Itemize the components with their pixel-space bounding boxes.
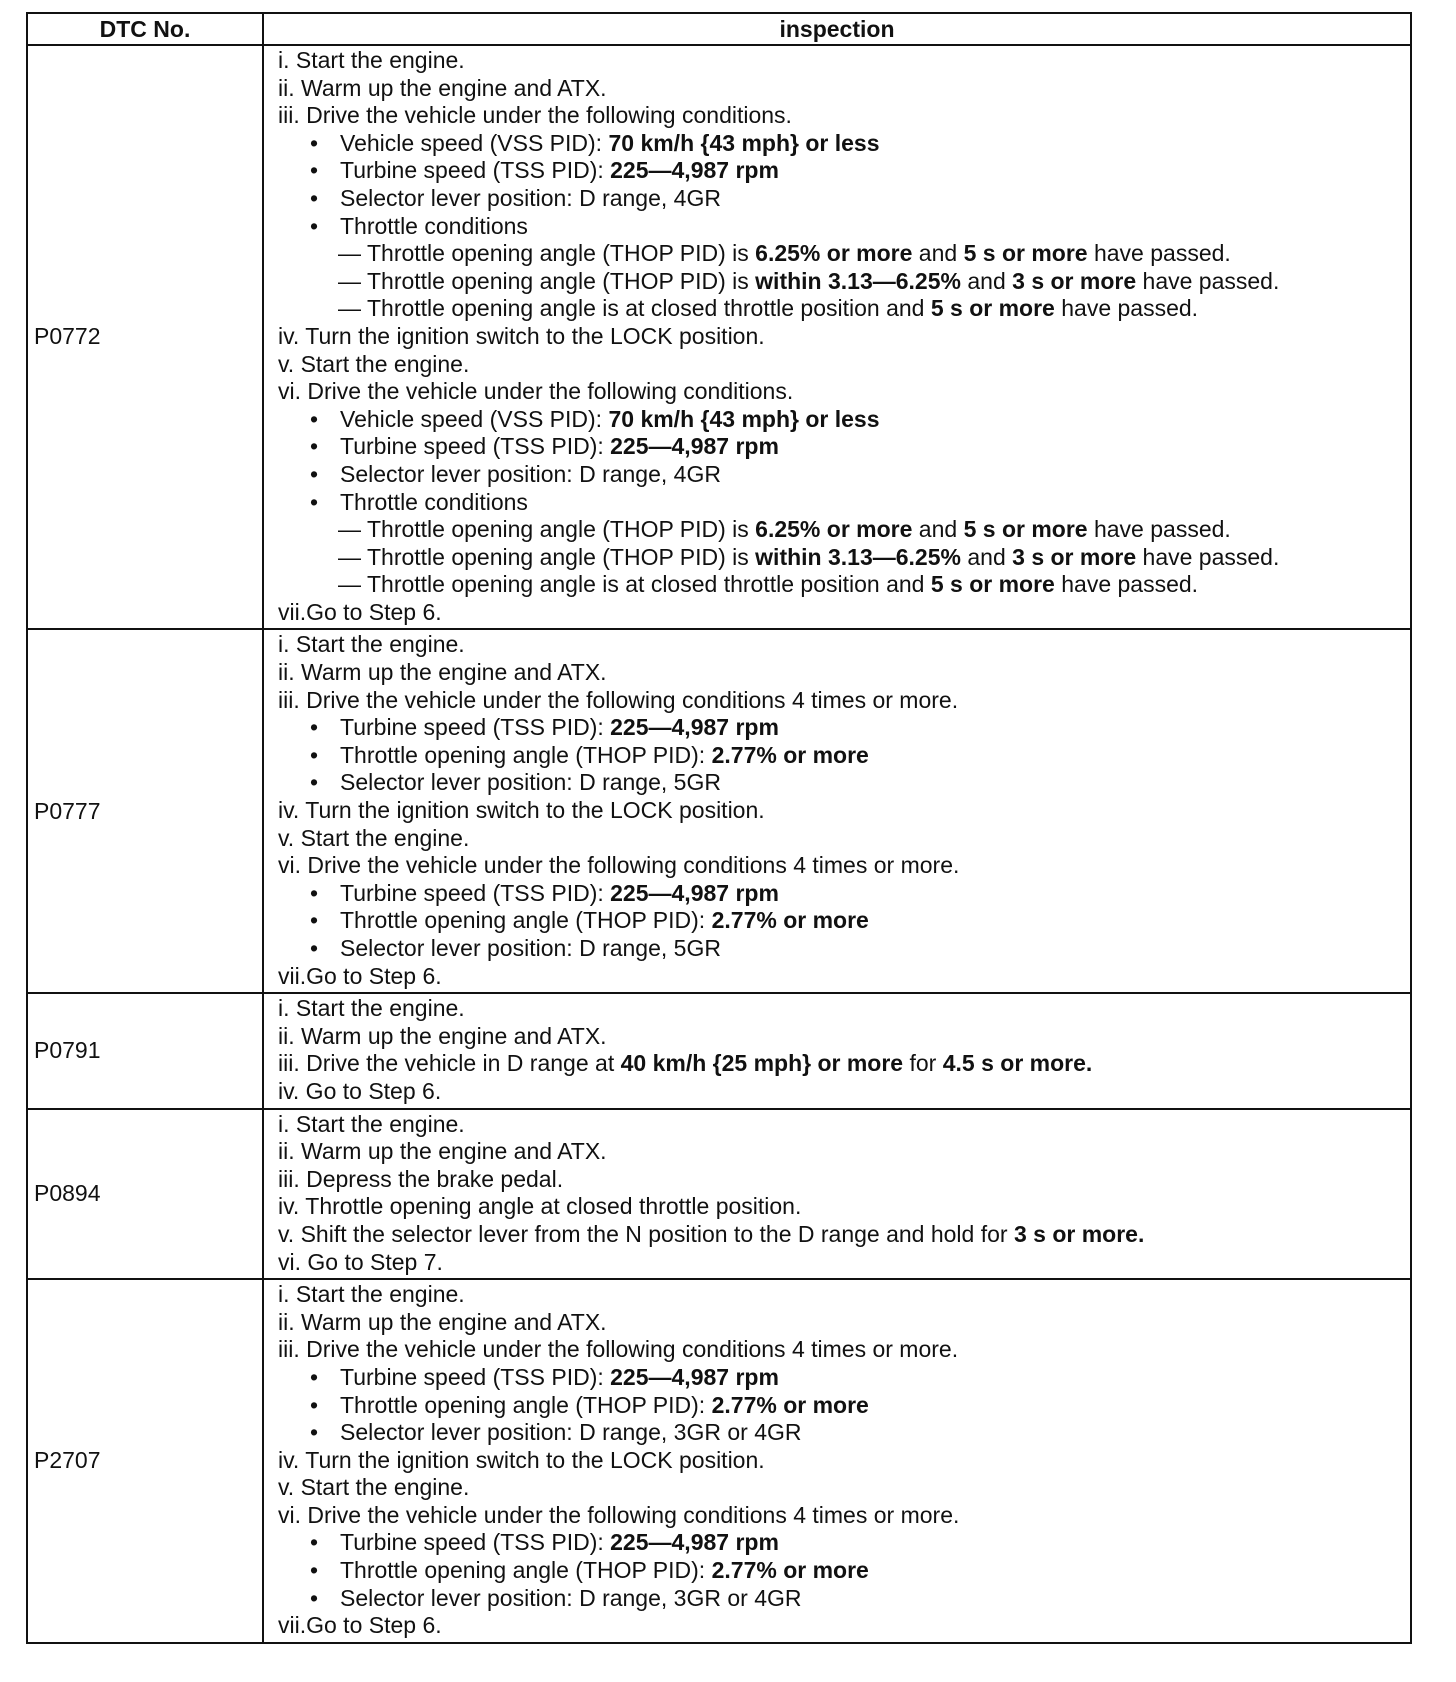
bold-value-text: 5 s or more [963, 516, 1088, 543]
dtc-inspection-table [26, 12, 1412, 1644]
bold-value-text: 225—4,987 rpm [610, 157, 779, 184]
step-text: i. Start the engine. [278, 995, 465, 1022]
bullet-icon: • [310, 129, 319, 156]
inspection-step [278, 351, 1410, 379]
bullet-icon: • [310, 1529, 319, 1556]
step-text: iii. Drive the vehicle under the following conditions 4 times or more. [278, 686, 959, 713]
condition-bullet-item [278, 1585, 1410, 1613]
condition-bullet-item [278, 461, 1410, 489]
bold-value-text: 6.25% or more [755, 240, 913, 267]
step-text: v. Start the engine. [278, 1474, 470, 1501]
step-text: i. Start the engine. [278, 631, 465, 658]
table-row [27, 629, 1411, 993]
step-text: have passed. [1136, 267, 1280, 294]
step-text: Throttle opening angle (THOP PID): [340, 907, 712, 934]
step-text: have passed. [1054, 295, 1199, 322]
bullet-icon: • [310, 405, 319, 432]
condition-bullet-item [278, 1419, 1410, 1447]
inspection-step [278, 1249, 1410, 1277]
condition-bullet-item [278, 1392, 1410, 1420]
bullet-icon: • [310, 184, 319, 211]
dtc-code-cell: P0791 [27, 993, 263, 1108]
inspection-step [278, 1050, 1410, 1078]
step-text: and [960, 543, 1013, 570]
step-text: Throttle opening angle (THOP PID): [340, 1557, 712, 1584]
step-text: Vehicle speed (VSS PID): [340, 129, 609, 156]
bullet-icon: • [310, 157, 319, 184]
step-text: ii. Warm up the engine and ATX. [278, 1308, 607, 1335]
bold-value-text: 225—4,987 rpm [610, 1529, 779, 1556]
inspection-step [278, 687, 1410, 715]
inspection-step [278, 102, 1410, 130]
inspection-steps-cell [263, 1279, 1411, 1643]
step-text: Selector lever position: D range, 5GR [340, 935, 721, 961]
bold-value-text: 3 s or more [1012, 267, 1137, 294]
condition-bullet-item [278, 433, 1410, 461]
bold-value-text: 3 s or more [1012, 543, 1137, 570]
inspection-step [278, 1193, 1410, 1221]
bold-value-text: 2.77% or more [711, 1557, 869, 1584]
step-text: Selector lever position: D range, 4GR [340, 460, 721, 487]
step-text: iv. Turn the ignition switch to the LOCK position. [278, 797, 765, 824]
inspection-step [278, 378, 1410, 406]
throttle-condition-item [278, 571, 1410, 599]
inspection-step [278, 1023, 1410, 1051]
bullet-icon: • [310, 879, 319, 906]
bullet-icon: • [310, 714, 319, 741]
step-text: vi. Drive the vehicle under the following conditions. [278, 378, 794, 405]
condition-bullet-item [278, 185, 1410, 213]
bullet-icon: • [310, 769, 319, 796]
inspection-step [278, 1474, 1410, 1502]
bold-value-text: within 3.13—6.25% [755, 543, 961, 570]
bold-value-text: 2.77% or more [711, 907, 869, 934]
inspection-step [278, 1221, 1410, 1249]
inspection-step [278, 1309, 1410, 1337]
step-text: Turbine speed (TSS PID): [340, 714, 611, 741]
step-text: have passed. [1087, 240, 1231, 267]
step-text: Throttle conditions [340, 212, 528, 239]
dtc-code-cell: P0772 [27, 45, 263, 629]
bullet-icon: • [310, 212, 319, 239]
bullet-icon: • [310, 1557, 319, 1584]
header-row [27, 13, 1411, 45]
inspection-step [278, 963, 1410, 991]
step-text: have passed. [1054, 571, 1199, 598]
bold-value-text: 225—4,987 rpm [610, 714, 779, 741]
condition-bullet-item [278, 213, 1410, 241]
condition-bullet-item [278, 769, 1410, 797]
inspection-step [278, 1138, 1410, 1166]
inspection-step [278, 1612, 1410, 1640]
inspection-step [278, 797, 1410, 825]
step-text: iv. Turn the ignition switch to the LOCK position. [278, 322, 765, 349]
step-text: Throttle opening angle (THOP PID): [340, 1391, 712, 1418]
throttle-condition-item [278, 544, 1410, 572]
inspection-step [278, 825, 1410, 853]
table-row [27, 45, 1411, 629]
condition-bullet-item [278, 880, 1410, 908]
inspection-steps-cell [263, 1109, 1411, 1280]
bullet-icon: • [310, 741, 319, 768]
step-text: — Throttle opening angle is at closed throttle position and [338, 571, 931, 598]
inspection-step [278, 631, 1410, 659]
inspection-step [278, 1111, 1410, 1139]
step-text: — Throttle opening angle (THOP PID) is [338, 516, 756, 543]
step-text: Turbine speed (TSS PID): [340, 433, 611, 460]
condition-bullet-item [278, 1364, 1410, 1392]
bold-value-text: 5 s or more [930, 571, 1055, 598]
condition-bullet-item [278, 907, 1410, 935]
bold-value-text: 5 s or more [930, 295, 1055, 322]
step-text: Selector lever position: D range, 3GR or 4GR [340, 1419, 802, 1446]
step-text: Throttle opening angle (THOP PID): [340, 741, 712, 768]
step-text: — Throttle opening angle (THOP PID) is [338, 240, 756, 267]
step-text: iii. Drive the vehicle in D range at [278, 1050, 621, 1077]
step-text: vi. Drive the vehicle under the following conditions 4 times or more. [278, 852, 960, 879]
step-text: for [903, 1050, 943, 1077]
step-text: and [960, 267, 1013, 294]
inspection-step [278, 323, 1410, 351]
dtc-code-cell: P2707 [27, 1279, 263, 1643]
step-text: Selector lever position: D range, 4GR [340, 184, 721, 211]
step-text: Selector lever position: D range, 3GR or 4GR [340, 1584, 802, 1611]
inspection-steps-cell [263, 993, 1411, 1108]
inspection-step [278, 599, 1410, 627]
step-text: iv. Turn the ignition switch to the LOCK position. [278, 1446, 765, 1473]
step-text: — Throttle opening angle is at closed throttle position and [338, 295, 931, 322]
step-text: iii. Depress the brake pedal. [278, 1165, 564, 1192]
bold-value-text: 225—4,987 rpm [610, 1363, 779, 1390]
inspection-steps-cell [263, 629, 1411, 993]
step-text: v. Shift the selector lever from the N position to the D range and hold for [278, 1220, 1014, 1247]
throttle-condition-item [278, 295, 1410, 323]
condition-bullet-item [278, 157, 1410, 185]
bold-value-text: 2.77% or more [711, 741, 869, 768]
step-text: vi. Go to Step 7. [278, 1248, 443, 1275]
throttle-condition-item [278, 516, 1410, 544]
condition-bullet-item [278, 406, 1410, 434]
step-text: Turbine speed (TSS PID): [340, 1529, 611, 1556]
bullet-icon: • [310, 935, 319, 961]
bullet-icon: • [310, 433, 319, 460]
bullet-icon: • [310, 1584, 319, 1611]
step-text: ii. Warm up the engine and ATX. [278, 1022, 607, 1049]
condition-bullet-item [278, 935, 1410, 963]
step-text: iii. Drive the vehicle under the following conditions 4 times or more. [278, 1336, 959, 1363]
step-text: iii. Drive the vehicle under the following conditions. [278, 102, 792, 129]
bold-value-text: 2.77% or more [711, 1391, 869, 1418]
bullet-icon: • [310, 1363, 319, 1390]
inspection-step [278, 852, 1410, 880]
bullet-icon: • [310, 1391, 319, 1418]
step-text: — Throttle opening angle (THOP PID) is [338, 267, 756, 294]
step-text: Turbine speed (TSS PID): [340, 879, 611, 906]
inspection-step [278, 1281, 1410, 1309]
step-text: vii.Go to Step 6. [278, 1612, 442, 1639]
inspection-step [278, 75, 1410, 103]
bold-value-text: within 3.13—6.25% [755, 267, 961, 294]
bold-value-text: 6.25% or more [755, 516, 913, 543]
table-row [27, 1109, 1411, 1280]
bold-value-text: 70 km/h {43 mph} or less [608, 129, 880, 156]
table-row [27, 1279, 1411, 1643]
step-text: i. Start the engine. [278, 1281, 465, 1308]
step-text: vi. Drive the vehicle under the following conditions 4 times or more. [278, 1501, 960, 1528]
step-text: v. Start the engine. [278, 824, 470, 851]
dtc-code-cell: P0777 [27, 629, 263, 993]
step-text: iv. Go to Step 6. [278, 1077, 442, 1104]
inspection-step [278, 1502, 1410, 1530]
step-text: Throttle conditions [340, 488, 528, 515]
inspection-column-header: inspection [263, 13, 1411, 45]
bold-value-text: 225—4,987 rpm [610, 433, 779, 460]
step-text: Selector lever position: D range, 5GR [340, 769, 721, 796]
throttle-condition-item [278, 240, 1410, 268]
step-text: have passed. [1087, 516, 1231, 543]
step-text: ii. Warm up the engine and ATX. [278, 1138, 607, 1165]
bullet-icon: • [310, 488, 319, 515]
inspection-steps-cell [263, 45, 1411, 629]
step-text: — Throttle opening angle (THOP PID) is [338, 543, 756, 570]
step-text: i. Start the engine. [278, 47, 465, 73]
bold-value-text: 3 s or more. [1013, 1220, 1145, 1247]
step-text: and [912, 240, 964, 267]
step-text: iv. Throttle opening angle at closed throttle position. [278, 1193, 802, 1220]
inspection-step [278, 1078, 1410, 1106]
dtc-column-header: DTC No. [27, 13, 263, 45]
condition-bullet-item [278, 714, 1410, 742]
step-text: v. Start the engine. [278, 350, 470, 377]
condition-bullet-item [278, 742, 1410, 770]
inspection-step [278, 659, 1410, 687]
dtc-code-cell: P0894 [27, 1109, 263, 1280]
step-text: ii. Warm up the engine and ATX. [278, 659, 607, 686]
step-text: and [912, 516, 964, 543]
bold-value-text: 4.5 s or more. [942, 1050, 1093, 1077]
condition-bullet-item [278, 1557, 1410, 1585]
bold-value-text: 40 km/h {25 mph} or more [620, 1050, 904, 1077]
inspection-step [278, 1336, 1410, 1364]
table-body [27, 45, 1411, 1643]
step-text: i. Start the engine. [278, 1110, 465, 1137]
condition-bullet-item [278, 1529, 1410, 1557]
bold-value-text: 225—4,987 rpm [610, 879, 779, 906]
step-text: Vehicle speed (VSS PID): [340, 405, 609, 432]
bold-value-text: 5 s or more [963, 240, 1088, 267]
step-text: Turbine speed (TSS PID): [340, 157, 611, 184]
inspection-step [278, 47, 1410, 75]
table-row [27, 993, 1411, 1108]
step-text: vii.Go to Step 6. [278, 962, 442, 989]
throttle-condition-item [278, 268, 1410, 296]
inspection-step [278, 1447, 1410, 1475]
bold-value-text: 70 km/h {43 mph} or less [608, 405, 880, 432]
step-text: ii. Warm up the engine and ATX. [278, 74, 607, 101]
bullet-icon: • [310, 907, 319, 934]
step-text: Turbine speed (TSS PID): [340, 1363, 611, 1390]
step-text: vii.Go to Step 6. [278, 598, 442, 625]
condition-bullet-item [278, 489, 1410, 517]
inspection-step [278, 1166, 1410, 1194]
condition-bullet-item [278, 130, 1410, 158]
bullet-icon: • [310, 460, 319, 487]
inspection-step [278, 995, 1410, 1023]
bullet-icon: • [310, 1419, 319, 1446]
step-text: have passed. [1136, 543, 1280, 570]
